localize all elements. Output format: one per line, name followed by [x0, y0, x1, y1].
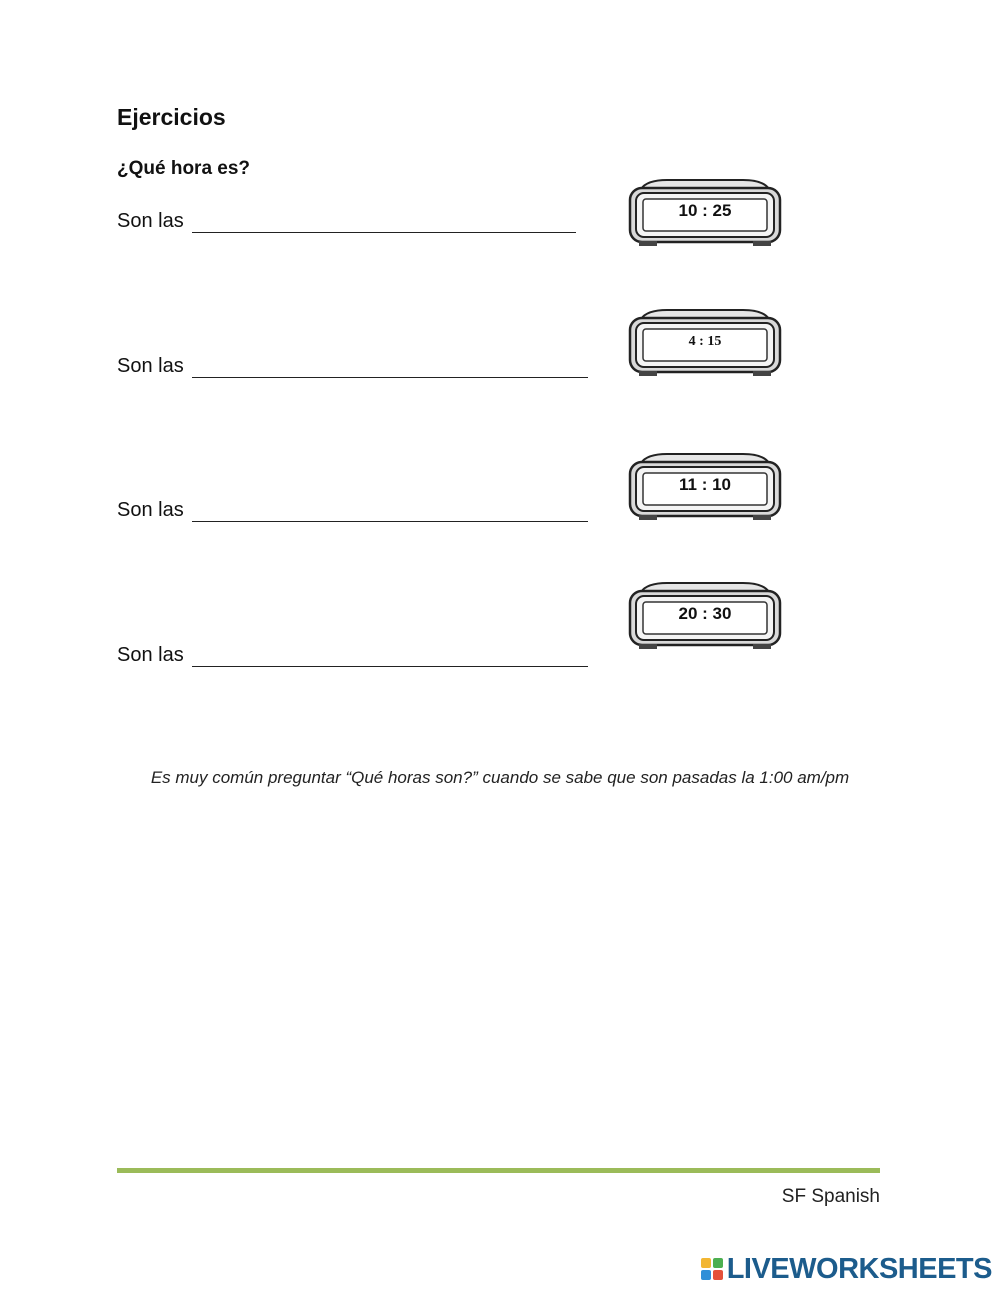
tip-note: Es muy común preguntar “Qué horas son?” cuando se sabe que son pasadas la 1:00 am/pm — [150, 768, 850, 787]
clock-time: 4 : 15 — [688, 334, 722, 349]
clock-time: 10 : 25 — [678, 201, 732, 220]
exercise-row — [117, 637, 588, 667]
answer-input[interactable] — [192, 645, 596, 666]
brand-block — [713, 1270, 723, 1280]
digital-clock — [627, 580, 783, 652]
exercise-prompt: Son las — [117, 644, 184, 666]
footer-author: SF Spanish — [781, 1186, 880, 1207]
answer-line[interactable] — [192, 355, 588, 378]
page-title: Ejercicios — [117, 104, 226, 130]
exercise-prompt: Son las — [117, 499, 184, 521]
brand-blocks-icon — [701, 1258, 723, 1280]
digital-clock — [627, 451, 783, 523]
answer-input[interactable] — [192, 356, 596, 377]
exercise-prompt: Son las — [117, 210, 184, 232]
brand-name: LIVEWORKSHEETS — [726, 1252, 992, 1285]
answer-line[interactable] — [192, 210, 576, 233]
digital-clock — [627, 307, 783, 379]
exercise-prompt: Son las — [117, 355, 184, 377]
digital-clock — [627, 177, 783, 249]
clock-time: 11 : 10 — [679, 475, 731, 494]
brand-block — [701, 1258, 711, 1268]
brand-block — [713, 1258, 723, 1268]
answer-line[interactable] — [192, 644, 588, 667]
answer-line[interactable] — [192, 499, 588, 522]
exercise-row — [117, 492, 588, 522]
exercise-row — [117, 203, 576, 233]
brand-logo[interactable] — [701, 1252, 992, 1286]
clock-time: 20 : 30 — [678, 604, 732, 623]
question-heading: ¿Qué hora es? — [117, 158, 251, 179]
answer-input[interactable] — [192, 211, 584, 232]
brand-block — [701, 1270, 711, 1280]
footer-divider — [117, 1168, 880, 1173]
answer-input[interactable] — [192, 500, 596, 521]
exercise-row — [117, 348, 588, 378]
